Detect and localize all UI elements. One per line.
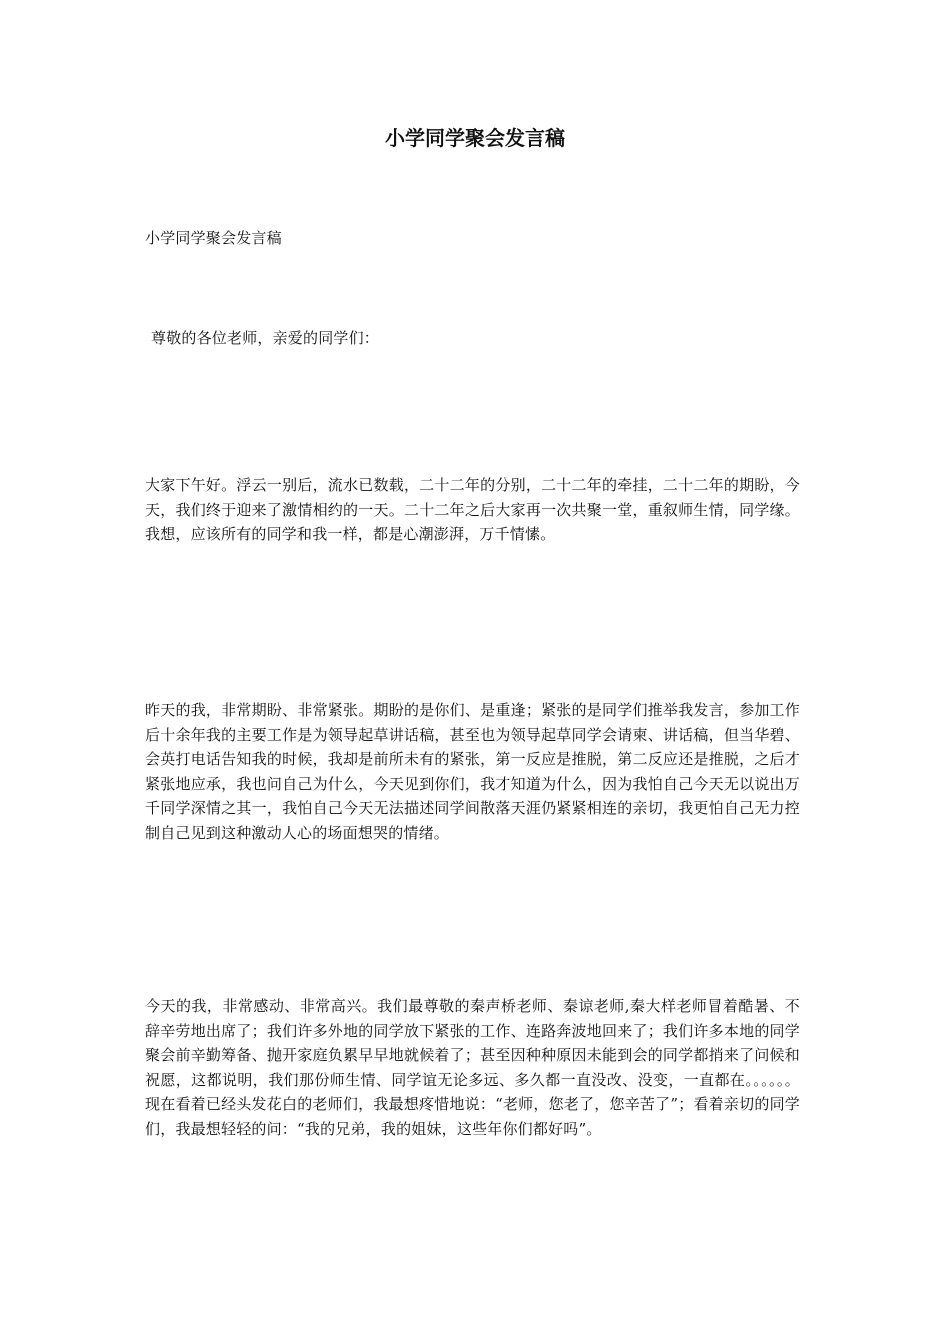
- greeting: 尊敬的各位老师，亲爱的同学们：: [151, 329, 380, 347]
- paragraph-2: 昨天的我，非常期盼、非常紧张。期盼的是你们、是重逢；紧张的是同学们推举我发言，参加工作后十余年我的主要工作是为领导起草讲话稿，甚至也为领导起草同学会请柬、讲话稿，但当华碧、会英打电话告知我的时候，我却是前所未有的紧张，第一反应是推脱，第二反应还是推脱，之后才紧张地应承，我也问自己为什么，今天见到你们，我才知道为什么，因为我怕自己今天无以说出万千同学深情之其一，我怕自己今天无法描述同学间散落天涯仍紧紧相连的亲切，我更怕自己无力控制自己见到这种激动人心的场面想哭的情绪。: [145, 701, 800, 842]
- document-subtitle: 小学同学聚会发言稿: [145, 229, 282, 247]
- paragraph-3: 今天的我，非常感动、非常高兴。我们最尊敬的秦声桥老师、秦谅老师,秦大样老师冒着酷暑、不辞辛劳地出席了；我们许多外地的同学放下紧张的工作、连路奔波地回来了；我们许多本地的同学聚会前辛勤筹备、抛开家庭负累早早地就候着了；甚至因种种原因未能到会的同学都捎来了问候和祝愿，这都说明，我们那份师生情、同学谊无论多远、多久都一直没改、没变，一直都在。。。。。。现在看着已经头发花白的老师们，我最想疼惜地说：“老师，您老了，您辛苦了”；看着亲切的同学们，我最想轻轻的问：“我的兄弟，我的姐妹，这些年你们都好吗”。: [145, 997, 800, 1138]
- paragraph-1: 大家下午好。浮云一别后，流水已数载，二十二年的分别，二十二年的牵挂，二十二年的期盼，今天，我们终于迎来了激情相约的一天。二十二年之后大家再一次共聚一堂，重叙师生情，同学缘。我想，应该所有的同学和我一样，都是心潮澎湃，万千情愫。: [145, 476, 800, 543]
- document-title: 小学同学聚会发言稿: [385, 126, 565, 150]
